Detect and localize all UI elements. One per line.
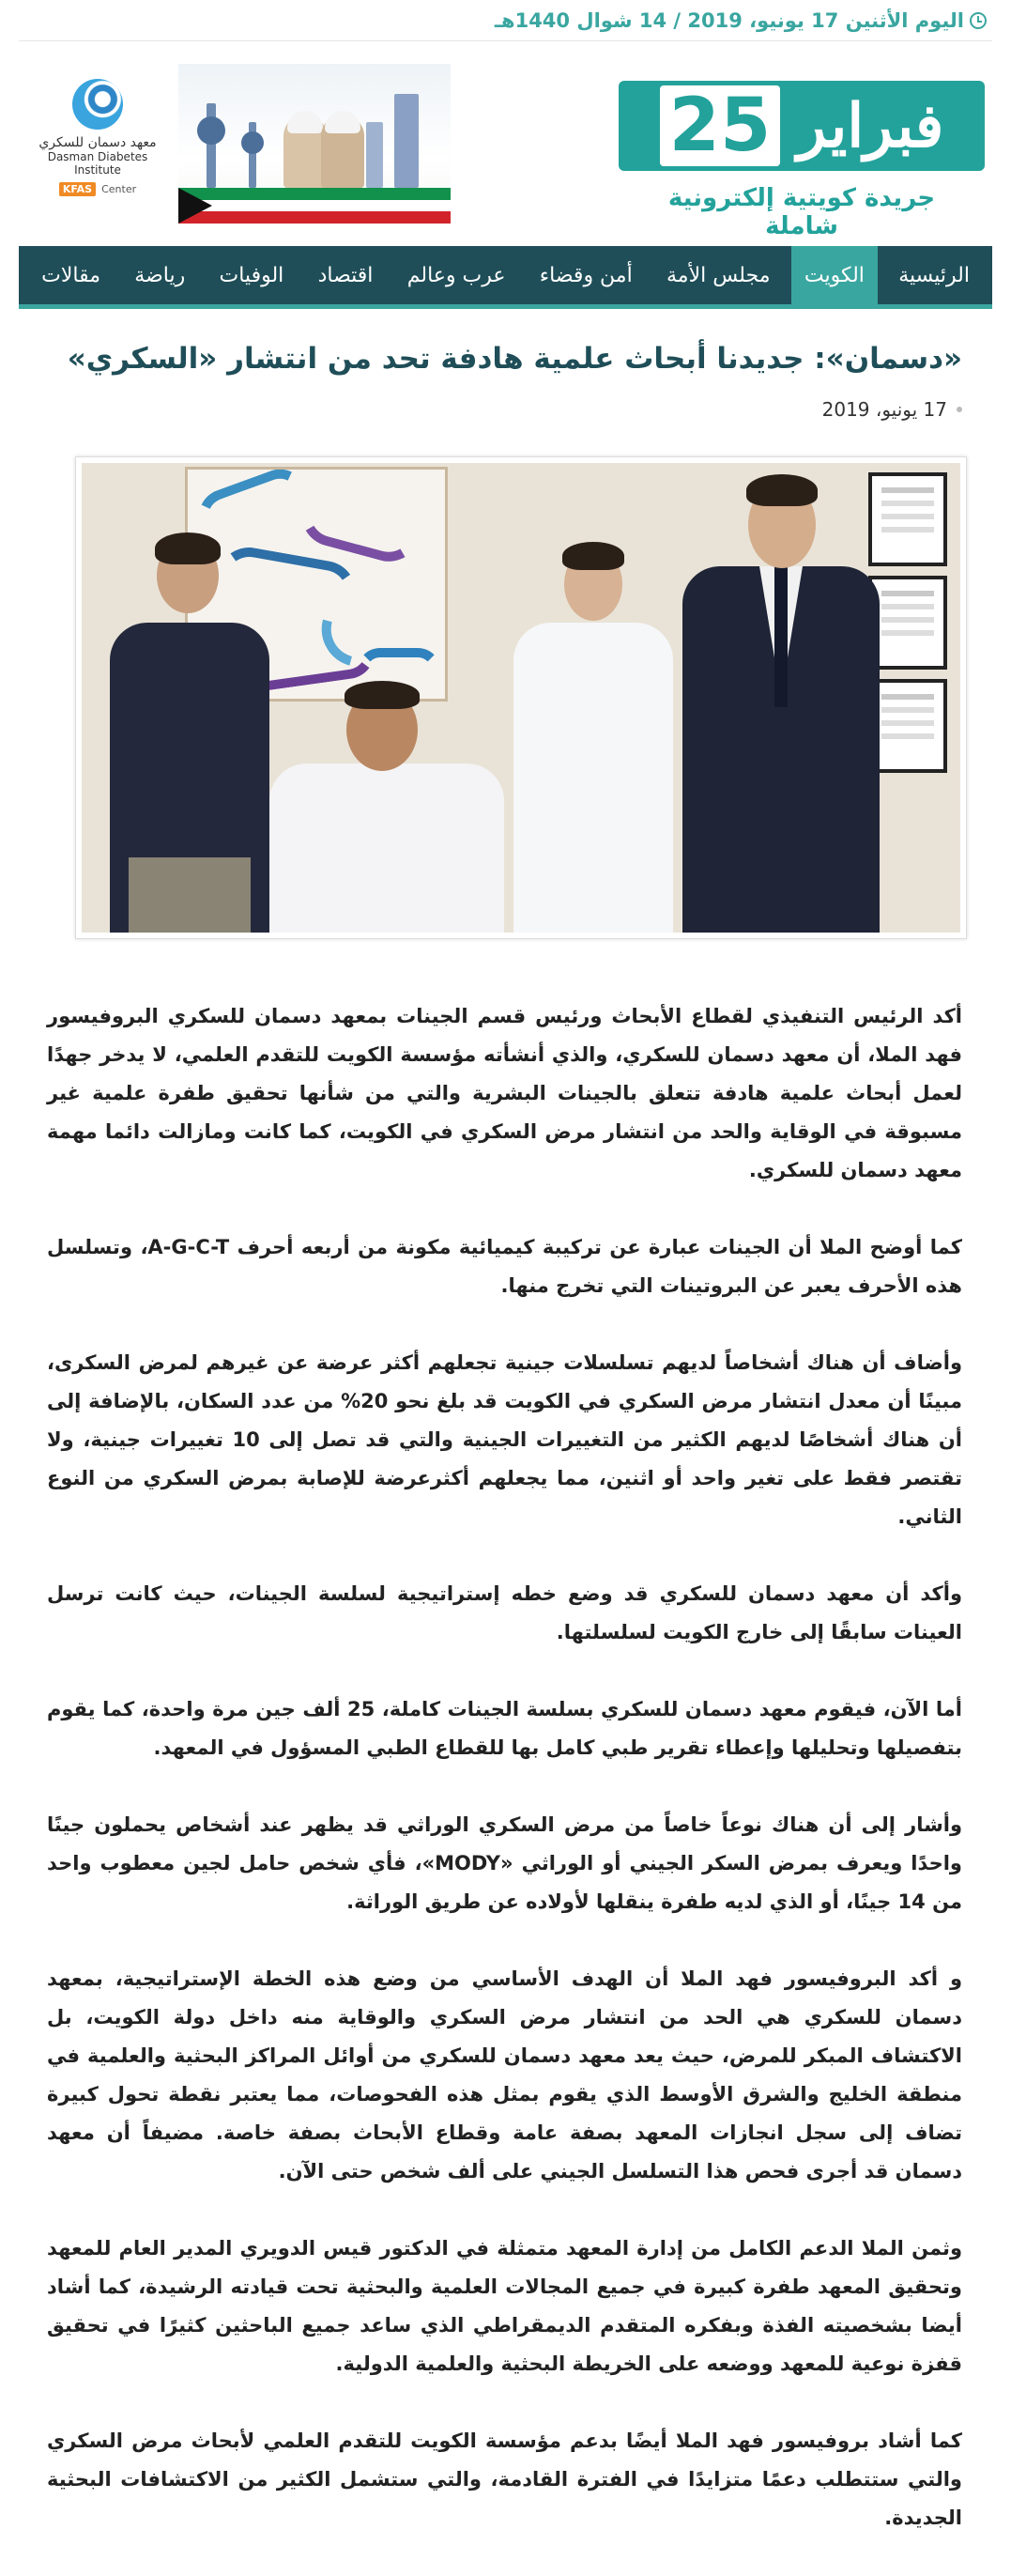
center-label: Center <box>101 183 137 195</box>
article-paragraph: كما أوضح الملا أن الجينات عبارة عن تركيبة كيميائية مكونة من أربعه أحرف A-G-C-T، وتسلسل هذه الأحرف يعبر عن البروتينات التي تخرج منها. <box>47 1236 962 1297</box>
current-date-text: اليوم الأثنين 17 يونيو، 2019 / 14 شوال 1440هـ <box>494 8 964 32</box>
article-paragraph: وأضاف أن هناك أشخاصاً لديهم تسلسلات جينية تجعلهم أكثر عرضة عن غيرهم لمرض السكرى، مبينًا أن معدل انتشار مرض السكري في الكويت قد بلغ نحو 20% من عدد السكان، بالإضافة إلى أن هناك أشخاصًا لديهم الكثير من التغييرات الجينية والتي قد تصل إلى 10 تغييرات جينية، ولا تقتصر فقط على تغير واحد أو اثنين، مما يجعلهم أكثرعرضة للإصابة بمرض السكري من النوع الثاني. <box>47 1351 963 1528</box>
nav-item-home[interactable]: الرئيسية <box>898 263 970 287</box>
nav-item-world[interactable]: عرب وعالم <box>406 263 506 287</box>
article-title: «دسمان»: جديدنا أبحاث علمية هادفة تحد من انتشار «السكري» <box>67 342 962 376</box>
article-paragraph: وأكد أن معهد دسمان للسكري قد وضع خطه إستراتيجية لسلسة الجينات، حيث كانت ترسل العينات سابقًا إلى خارج الكويت لسلسلتها. <box>47 1582 962 1643</box>
portrait-right <box>321 115 364 188</box>
article-meta <box>822 398 962 421</box>
bullet-icon <box>957 407 962 412</box>
person-figure <box>682 482 880 933</box>
person-figure <box>110 538 269 933</box>
article-photo[interactable] <box>75 456 967 939</box>
clock-icon <box>970 12 987 29</box>
logo-word: فبراير <box>797 90 944 162</box>
person-figure <box>513 548 673 933</box>
kfas-logo: KFAS <box>59 182 96 196</box>
article-paragraph: كما أشاد بروفيسور فهد الملا أيضًا بدعم مؤسسة الكويت للتقدم العلمي لأبحاث مرض السكري والتي ستتطلب دعمًا متزايدًا في الفترة القادمة، والتي ستشمل الكثير من الاكتشافات البحثية الجديدة. <box>47 2429 962 2529</box>
nav-item-security[interactable]: أمن وقضاء <box>539 263 633 287</box>
top-date-bar <box>19 0 992 41</box>
nav-item-sports[interactable]: رياضة <box>134 263 186 287</box>
skyline-building-icon <box>366 122 383 188</box>
article-photo-image <box>82 463 960 933</box>
article-date: 17 يونيو، 2019 <box>821 398 947 421</box>
kuwait-tower-icon <box>207 103 216 188</box>
dasman-logo-icon <box>72 79 123 130</box>
nav-item-parliament[interactable]: مجلس الأمة <box>666 263 771 287</box>
logo-number: 25 <box>660 85 781 166</box>
person-figure <box>269 688 504 933</box>
article-paragraph: أكد الرئيس التنفيذي لقطاع الأبحاث ورئيس قسم الجينات بمعهد دسمان للسكري البروفيسور فهد الملا، أن معهد دسمان للسكري، والذي أنشأته مؤسسة الكويت للتقدم العلمي، لا يدخر جهدًا لعمل أبحاث علمية هادفة تتعلق بالجينات البشرية والتي من شأنها تحقيق طفرة علمية غير مسبوقة في الوقاية والحد من انتشار مرض السكري في الكويت، كما كانت ومازالت دائما مهمة معهد دسمان للسكري. <box>47 1005 962 1181</box>
institute-partners <box>23 182 173 196</box>
wall-certificate <box>868 679 947 773</box>
article-paragraph: وأشار إلى أن هناك نوعاً خاصاً من مرض السكري الوراثي قد يظهر عند أشخاص يحملون جينًا واحدًا ويعرف بمرض السكر الجيني أو الوراثي «MODY»، فأي شخص حامل لجين معطوب واحد من 14 جينًا، أو الذي لديه طفرة ينقلها لأولاده عن طريق الوراثة. <box>47 1813 962 1913</box>
current-date <box>495 9 987 32</box>
article-body <box>47 997 962 2576</box>
skyline-tower-icon <box>394 94 419 188</box>
nav-item-articles[interactable]: مقالات <box>41 263 100 287</box>
wall-certificate <box>868 472 947 566</box>
institute-logo[interactable] <box>23 79 173 201</box>
nav-item-kuwait[interactable]: الكويت <box>791 246 878 304</box>
site-tagline: جريدة كويتية إلكترونية شاملة <box>667 184 936 240</box>
site-logo[interactable] <box>600 73 985 240</box>
main-nav <box>19 246 992 304</box>
article-paragraph: أما الآن، فيقوم معهد دسمان للسكري بسلسة الجينات كاملة، 25 ألف جين مرة واحدة، كما يقوم بتفصيلها وتحليلها وإعطاء تقرير طبي كامل بها للقطاع الطبي المسؤول في المعهد. <box>47 1698 963 1759</box>
nav-item-obituaries[interactable]: الوفيات <box>219 263 284 287</box>
nav-item-economy[interactable]: اقتصاد <box>317 263 374 287</box>
nav-underline <box>19 304 992 309</box>
header-banner-image[interactable] <box>178 64 451 224</box>
logo-box <box>619 81 985 171</box>
article-paragraph: وثمن الملا الدعم الكامل من إدارة المعهد متمثلة في الدكتور قيس الدويري المدير العام للمعهد وتحقيق المعهد طفرة كبيرة في جميع المجالات العلمية والبحثية تحت قيادته الرشيدة، كما أشاد أيضا بشخصيته الفذة وبفكره المتقدم الديمقراطي الذي ساعد جميع الباحثين كثيرًا في تحقيق قفزة نوعية للمعهد ووضعه على الخريطة البحثية والعلمية الدولية. <box>47 2237 962 2375</box>
institute-name-en: Dasman Diabetes Institute <box>47 150 148 177</box>
article-paragraph: و أكد البروفيسور فهد الملا أن الهدف الأساسي من وضع هذه الخطة الإستراتيجية، بمعهد دسمان للسكري هي الحد من انتشار مرض السكري والوقاية منه داخل دولة الكويت، بل الاكتشاف المبكر للمرض، حيث يعد معهد دسمان للسكري من أوائل المراكز البحثية والعلمية في منطقة الخليج والشرق الأوسط الذي يقوم بمثل هذه الفحوصات، مما يعتبر نقطة تحول كبيرة تضاف إلى سجل انجازات المعهد بصفة عامة وقطاع الأبحاث بصفة خاصة. مضيفاً أن معهد دسمان قد أجرى فحص هذا التسلسل الجيني على ألف شخص حتى الآن. <box>47 1967 962 2183</box>
kuwait-tower-small-icon <box>249 122 256 188</box>
wall-certificate <box>868 576 947 670</box>
kuwait-flag-icon <box>178 188 451 224</box>
institute-name-ar: معهد دسمان للسكري <box>38 135 157 150</box>
